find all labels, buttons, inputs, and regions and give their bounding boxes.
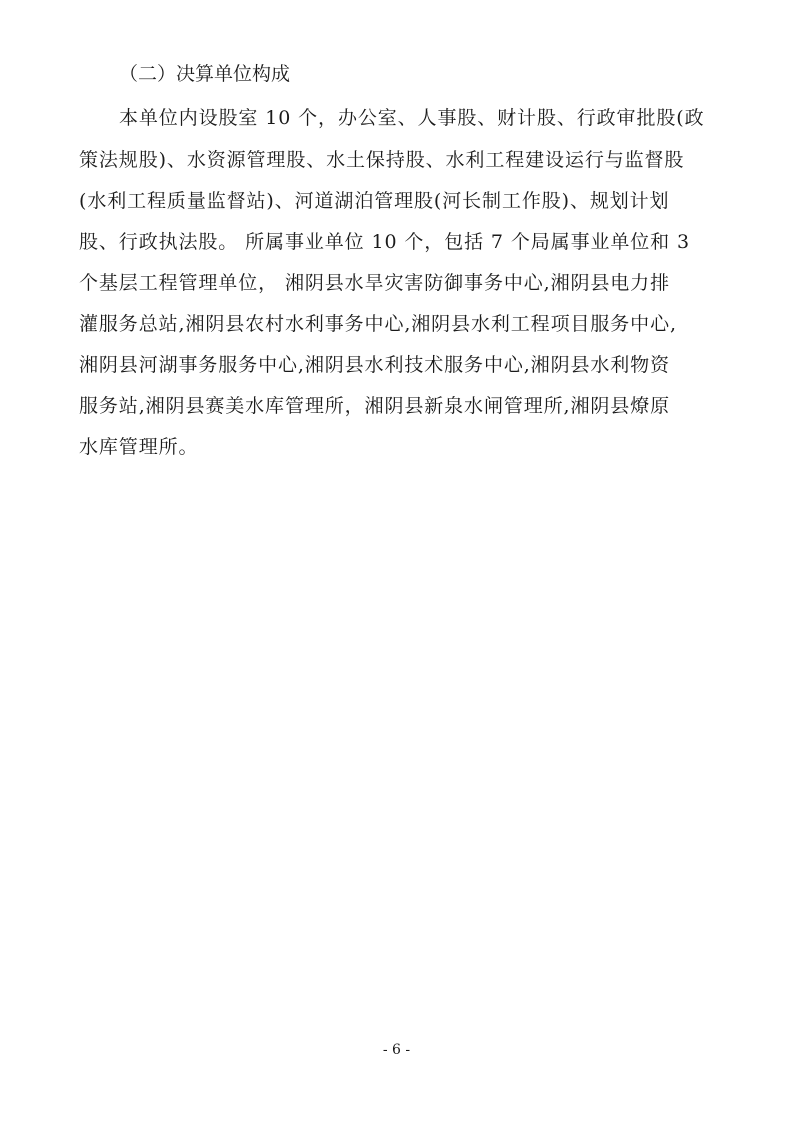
paragraph-line: 股、行政执法股。 所属事业单位 10 个，包括 7 个局属事业单位和 3 [79, 231, 690, 253]
paragraph-line: 个基层工程管理单位， 湘阴县水旱灾害防御事务中心,湘阴县电力排 [79, 272, 670, 294]
paragraph-line: 水库管理所。 [79, 436, 199, 458]
paragraph-line: 服务站,湘阴县赛美水库管理所，湘阴县新泉水闸管理所,湘阴县燎原 [79, 395, 670, 417]
section-heading: （二）决算单位构成 [119, 63, 291, 85]
paragraph-line: 策法规股)、水资源管理股、水土保持股、水利工程建设运行与监督股 [79, 149, 685, 171]
paragraph-line: (水利工程质量监督站)、河道湖泊管理股(河长制工作股)、规划计划 [79, 190, 670, 212]
page-number: - 6 - [382, 1042, 411, 1058]
paragraph-line: 本单位内设股室 10 个，办公室、人事股、财计股、行政审批股(政 [119, 107, 705, 129]
paragraph-line: 湘阴县河湖事务服务中心,湘阴县水利技术服务中心,湘阴县水利物资 [79, 354, 670, 376]
paragraph-line: 灌服务总站,湘阴县农村水利事务中心,湘阴县水利工程项目服务中心, [79, 313, 677, 335]
